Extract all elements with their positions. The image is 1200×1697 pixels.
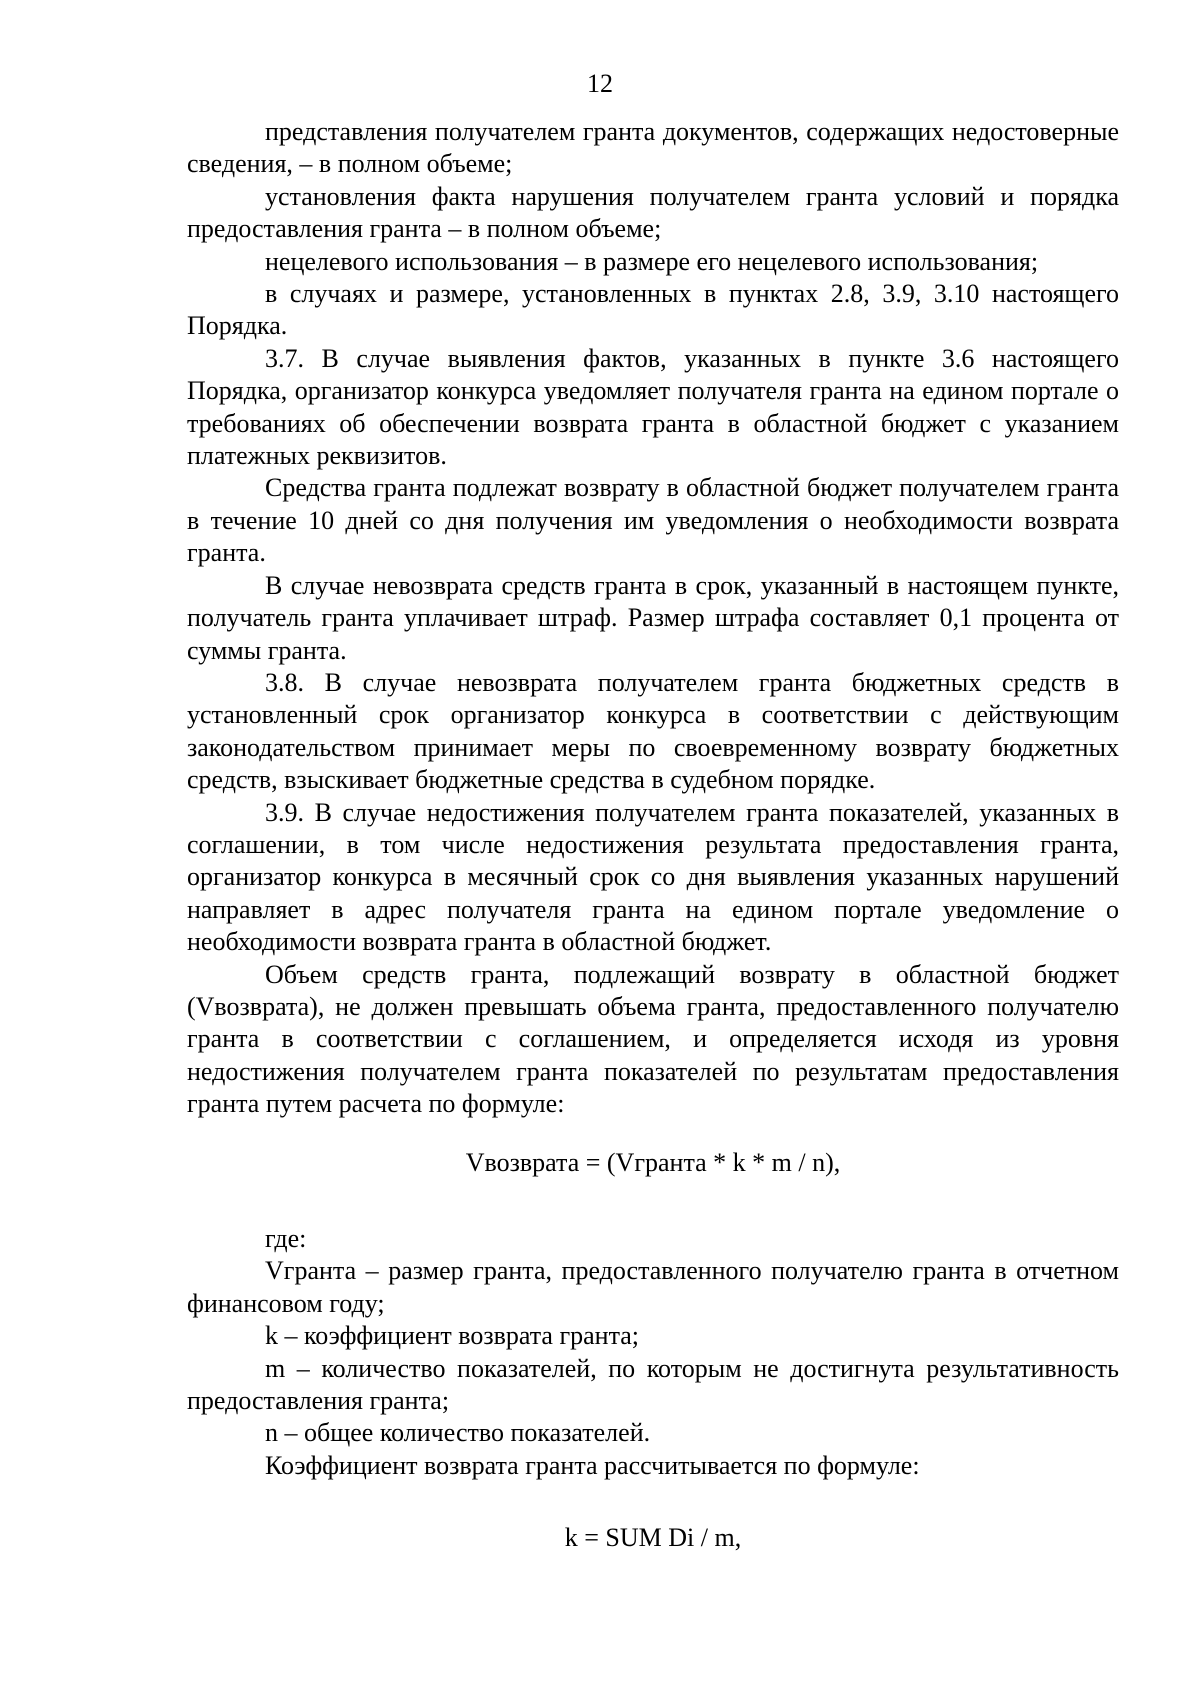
formula-return-volume: Vвозврата = (Vгранта * k * m / n), — [465, 1147, 841, 1177]
where-label: где: — [265, 1224, 307, 1253]
definition-v-granta: Vгранта – размер гранта, предоставленного получателю гранта в отчетном финансовом году; — [187, 1256, 1119, 1318]
paragraph-3-9: 3.9. В случае недостижения получателем гранта показателей, указанных в соглашении, в том числе недостижения результата предоставления гранта, организатор конкурса в месячный срок со дня выявления указанных нарушений направляет в адрес получателя гранта на едином портале уведомление о необходимости возврата гранта в областной бюджет. — [187, 797, 1119, 957]
paragraph-5: Средства гранта подлежат возврату в областной бюджет получателем гранта в течение 10 дней со дня получения им уведомления о необходимости возврата гранта. — [187, 473, 1119, 568]
paragraph-3-8: 3.8. В случае невозврата получателем гранта бюджетных средств в установленный срок организатор конкурса в соответствии с действующим законодательством принимает меры по своевременному возврату бюджетных средств, взыскивает бюджетные средства в судебном порядке. — [187, 667, 1119, 795]
paragraph-3-7: 3.7. В случае выявления фактов, указанных в пункте 3.6 настоящего Порядка, организатор конкурса уведомляет получателя гранта на едином портале о требованиях об обеспечении возврата гранта в областной бюджет с указанием платежных реквизитов. — [187, 343, 1119, 471]
definition-n: n – общее количество показателей. — [265, 1418, 651, 1448]
paragraph-1: представления получателем гранта документов, содержащих недостоверные сведения, – в полном объеме; — [187, 117, 1119, 179]
paragraph-3: нецелевого использования – в размере его нецелевого использования; — [265, 246, 1039, 276]
page-number: 12 — [587, 69, 613, 98]
paragraph-6: В случае невозврата средств гранта в срок, указанный в настоящем пункте, получатель гранта уплачивает штраф. Размер штрафа составляет 0,1 процента от суммы гранта. — [187, 570, 1119, 665]
formula-coefficient: k = SUM Di / m, — [564, 1523, 742, 1553]
paragraph-2: установления факта нарушения получателем гранта условий и порядка предоставления гранта – в полном объеме; — [187, 181, 1119, 244]
paragraph-7: Объем средств гранта, подлежащий возврату в областной бюджет (Vвозврата), не должен превышать объема гранта, предоставленного получателю гранта в соответствии с соглашением, и определяется исходя из уровня недостижения получателем гранта показателей по результатам предоставления гранта путем расчета по формуле: — [187, 959, 1119, 1119]
definition-m: m – количество показателей, по которым не достигнута результативность предоставления гранта; — [187, 1353, 1119, 1416]
definition-k: k – коэффициент возврата гранта; — [265, 1321, 640, 1351]
coefficient-intro: Коэффициент возврата гранта рассчитывается по формуле: — [265, 1450, 920, 1480]
document-body — [187, 116, 1119, 1555]
paragraph-4: в случаях и размере, установленных в пунктах 2.8, 3.9, 3.10 настоящего Порядка. — [187, 279, 1119, 341]
